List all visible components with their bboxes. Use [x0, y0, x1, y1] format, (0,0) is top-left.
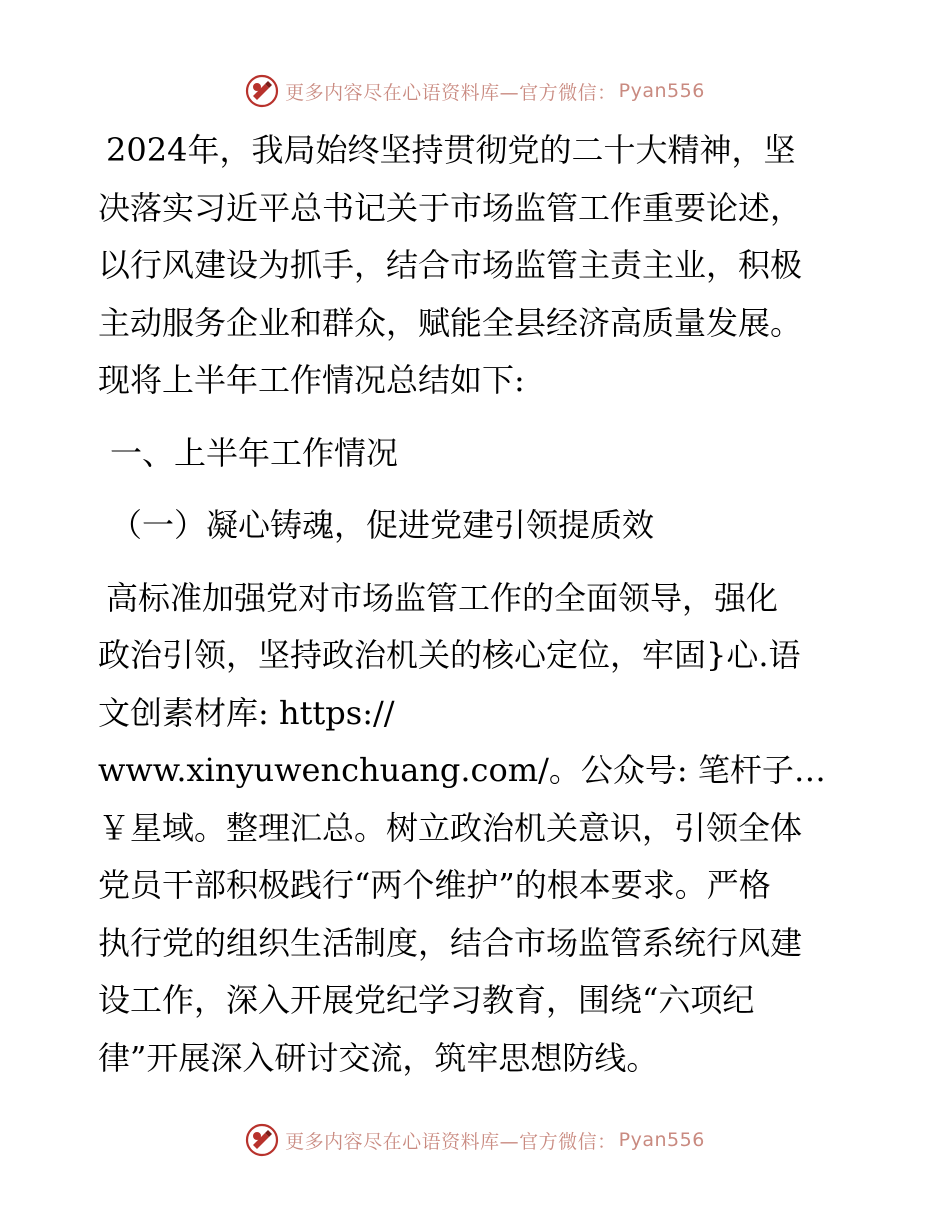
paragraph-line: 执行党的组织生活制度，结合市场监管系统行风建 — [98, 923, 803, 962]
footer-watermark-banner — [0, 1122, 950, 1158]
paragraph-line: ￥星域。整理汇总。树立政治机关意识，引领全体 — [98, 808, 803, 847]
watermark-wechat-id: Pyan556 — [618, 80, 705, 102]
paragraph-line: 高标准加强党对市场监管工作的全面领导，强化 — [106, 578, 779, 617]
watermark-text: 更多内容尽在心语资料库—官方微信： — [285, 1130, 617, 1153]
document-body — [98, 122, 858, 1087]
section-heading: 一、上半年工作情况 — [110, 433, 399, 472]
paragraph-line: 设工作，深入开展党纪学习教育，围绕“六项纪 — [98, 981, 755, 1019]
paragraph-line: www.xinyuwenchuang.com/。公众号: 笔杆子… — [98, 751, 826, 789]
header-watermark-banner — [0, 73, 950, 109]
paragraph-line: 文创素材库: https:// — [98, 693, 395, 732]
paragraph-line: 党员干部积极践行“两个维护”的根本要求。严格 — [98, 866, 771, 904]
paragraph-line: 以行风建设为抓手，结合市场监管主责主业，积极 — [98, 246, 803, 284]
subsection-heading: （一）凝心铸魂，促进党建引领提质效 — [110, 506, 655, 544]
paragraph-line: 现将上半年工作情况总结如下: — [98, 361, 525, 399]
paragraph-line: 律”开展深入研讨交流，筑牢思想防线。 — [98, 1038, 659, 1077]
paragraph-line: 决落实习近平总书记关于市场监管工作重要论述， — [98, 188, 803, 227]
fist-pen-logo-icon — [245, 74, 279, 108]
watermark-text: 更多内容尽在心语资料库—官方微信： — [285, 81, 617, 104]
paragraph-line: 2024年，我局始终坚持贯彻党的二十大精神，坚 — [106, 131, 796, 169]
paragraph-line: 政治引领，坚持政治机关的核心定位，牢固}心.语 — [98, 636, 801, 674]
fist-pen-logo-icon — [245, 1123, 279, 1157]
paragraph-line: 主动服务企业和群众，赋能全县经济高质量发展。 — [98, 303, 803, 342]
watermark-wechat-id: Pyan556 — [618, 1129, 705, 1151]
